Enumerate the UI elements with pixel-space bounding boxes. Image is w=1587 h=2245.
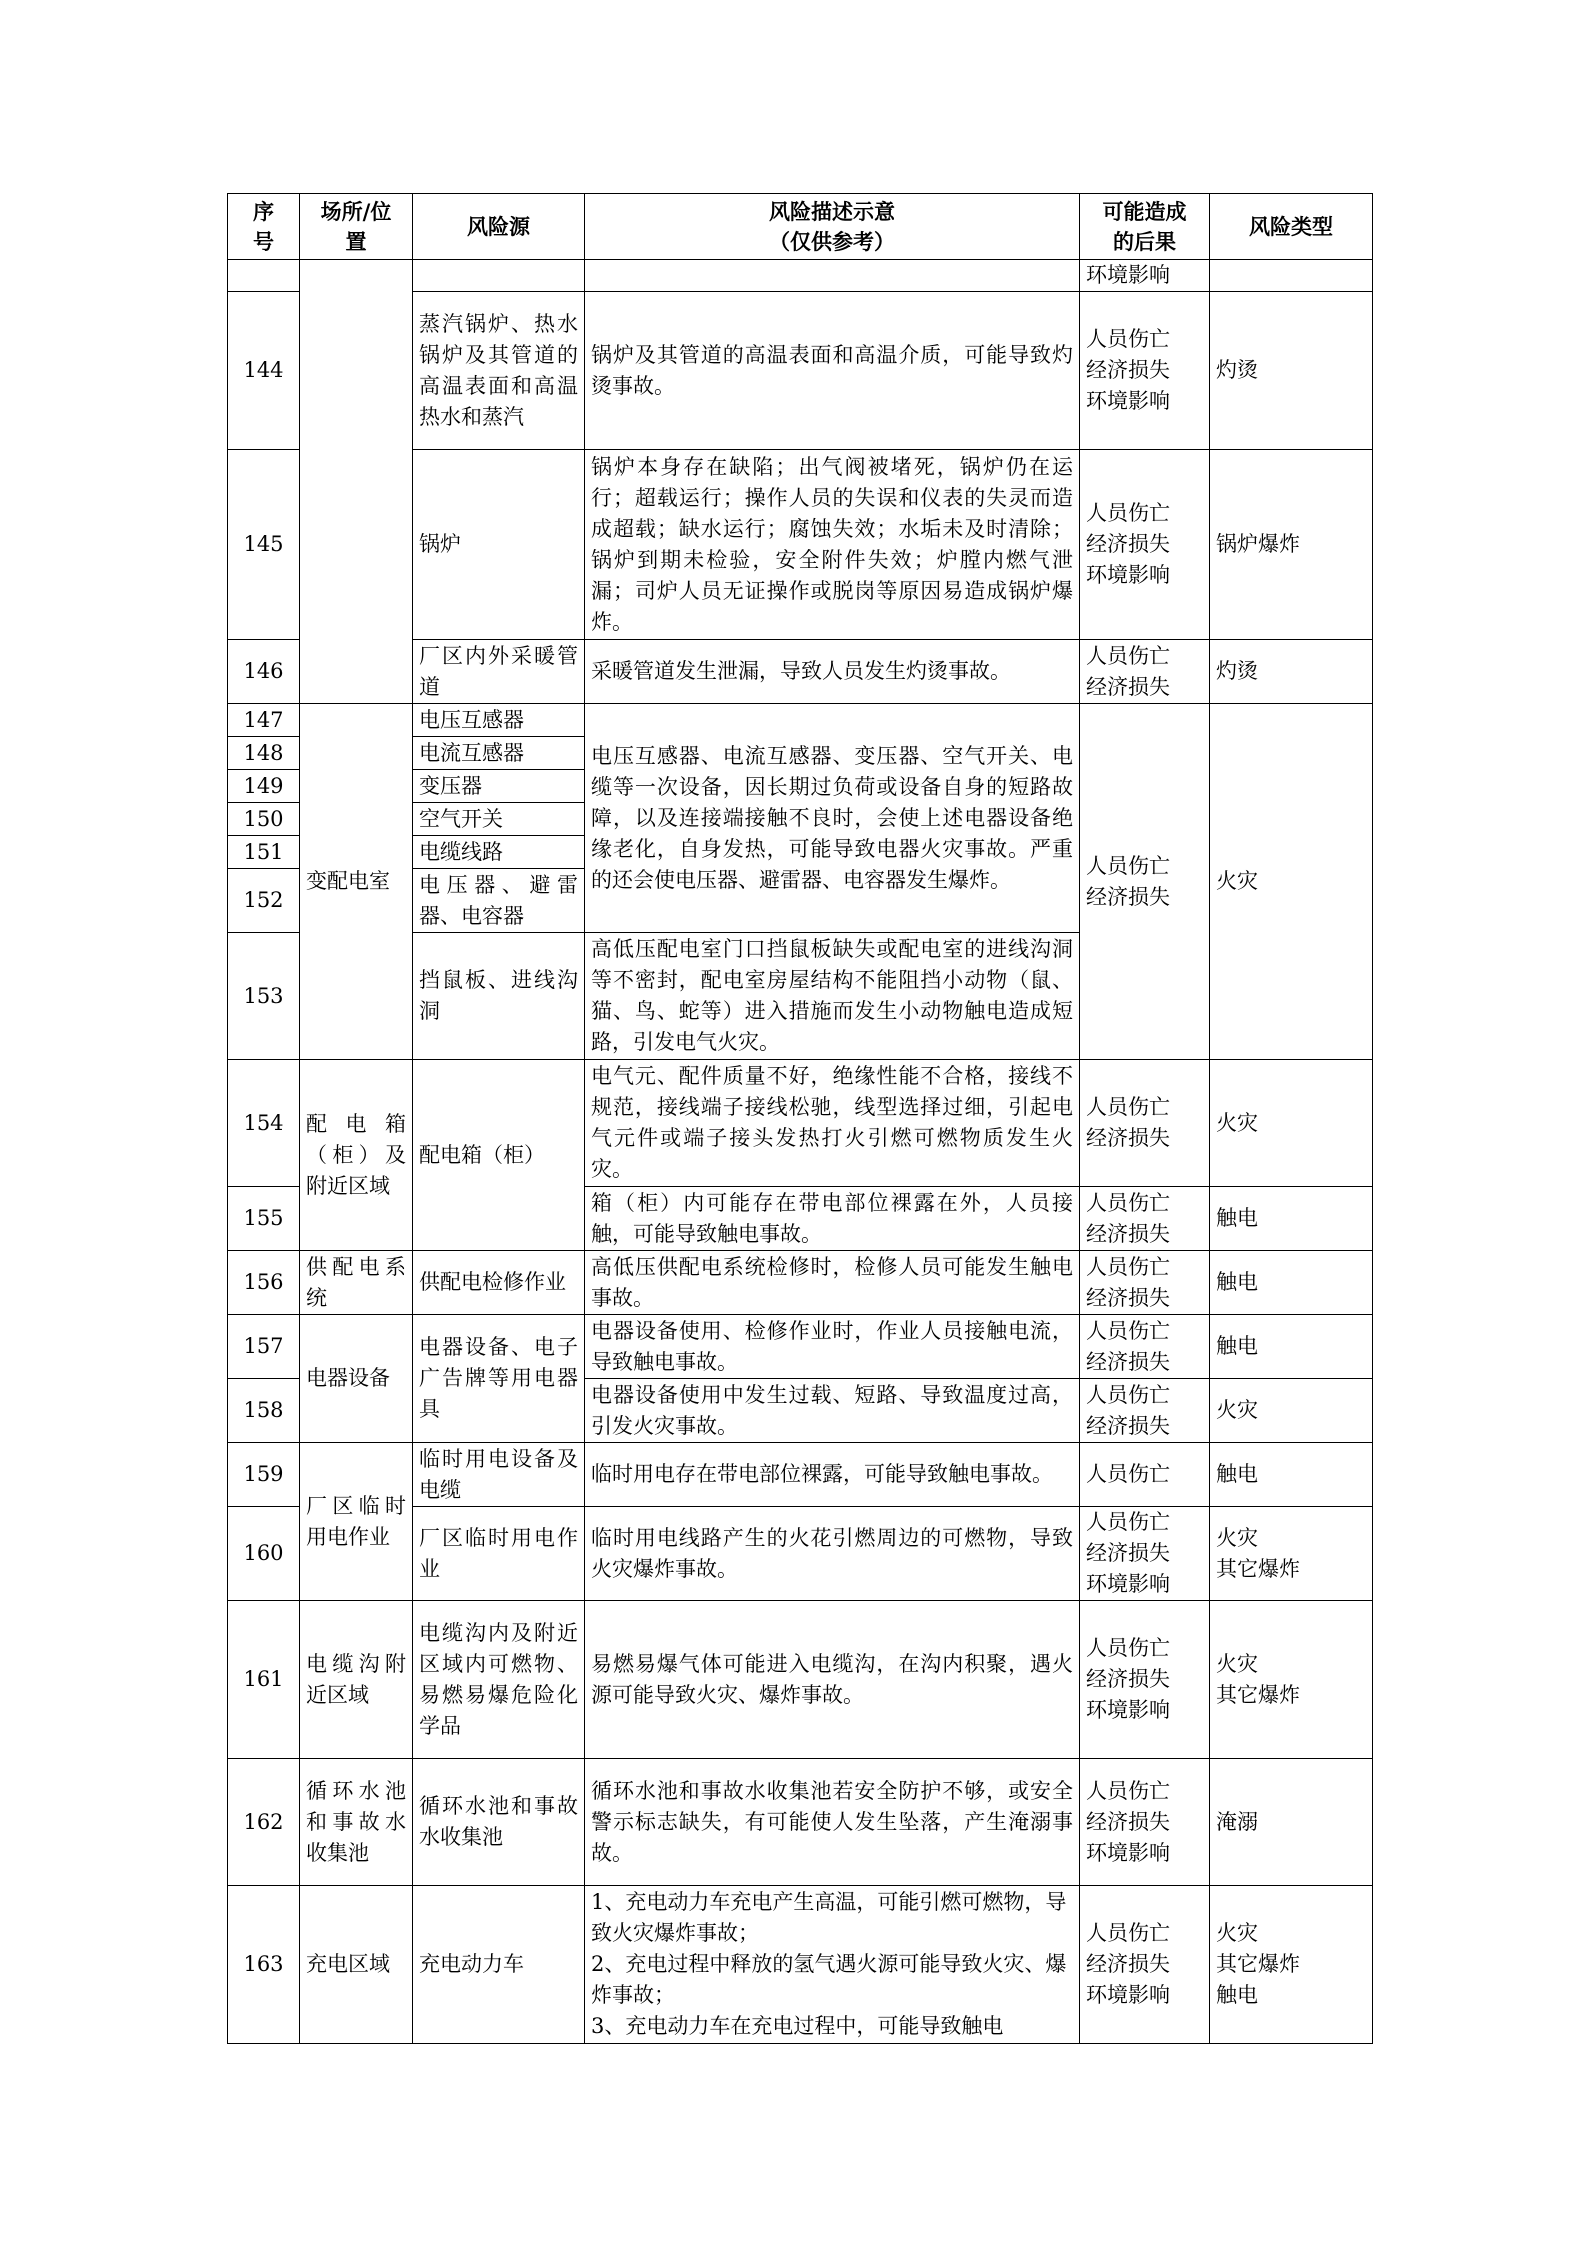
- consequence-cell: 人员伤亡 经济损失 环境影响: [1080, 1601, 1210, 1759]
- source-cell: 供配电检修作业: [413, 1251, 585, 1315]
- table-row: [228, 1886, 1373, 2044]
- source-cell: [413, 260, 585, 292]
- consequence-cell: 人员伤亡 经济损失 环境影响: [1080, 292, 1210, 450]
- site-cell: 电器设备: [300, 1315, 413, 1443]
- header-row: [228, 194, 1373, 260]
- type-cell: 火灾: [1210, 1379, 1373, 1443]
- seq-cell: 145: [228, 450, 300, 640]
- type-cell: 火灾 其它爆炸: [1210, 1601, 1373, 1759]
- source-cell: 充电动力车: [413, 1886, 585, 2044]
- type-cell: 火灾 其它爆炸: [1210, 1507, 1373, 1601]
- type-cell: 火灾: [1210, 704, 1373, 1060]
- description-cell: 电器设备使用、检修作业时，作业人员接触电流，导致触电事故。: [585, 1315, 1080, 1379]
- description-cell: [585, 260, 1080, 292]
- seq-cell: 161: [228, 1601, 300, 1759]
- header-site: 场所/位 置: [300, 194, 413, 260]
- seq-cell: 162: [228, 1759, 300, 1886]
- consequence-cell: 人员伤亡 经济损失: [1080, 1251, 1210, 1315]
- source-cell: 蒸汽锅炉、热水锅炉及其管道的高温表面和高温热水和蒸汽: [413, 292, 585, 450]
- description-cell: 临时用电存在带电部位裸露，可能导致触电事故。: [585, 1443, 1080, 1507]
- seq-cell: 153: [228, 933, 300, 1060]
- seq-cell: 158: [228, 1379, 300, 1443]
- table-row: [228, 1251, 1373, 1315]
- description-cell: 高低压配电室门口挡鼠板缺失或配电室的进线沟洞等不密封，配电室房屋结构不能阻挡小动物（鼠、猫、鸟、蛇等）进入措施而发生小动物触电造成短路，引发电气火灾。: [585, 933, 1080, 1060]
- source-cell: 电缆线路: [413, 836, 585, 869]
- seq-cell: 156: [228, 1251, 300, 1315]
- consequence-cell: 人员伤亡 经济损失: [1080, 704, 1210, 1060]
- header-seq: 序 号: [228, 194, 300, 260]
- source-cell: 循环水池和事故水收集池: [413, 1759, 585, 1886]
- source-cell: 空气开关: [413, 803, 585, 836]
- source-cell: 电流互感器: [413, 737, 585, 770]
- seq-cell: 144: [228, 292, 300, 450]
- seq-cell: 150: [228, 803, 300, 836]
- source-cell: 挡鼠板、进线沟洞: [413, 933, 585, 1060]
- consequence-cell: 环境影响: [1080, 260, 1210, 292]
- type-cell: 灼烫: [1210, 292, 1373, 450]
- seq-cell: 149: [228, 770, 300, 803]
- description-cell: 临时用电线路产生的火花引燃周边的可燃物，导致火灾爆炸事故。: [585, 1507, 1080, 1601]
- source-cell: 厂区临时用电作业: [413, 1507, 585, 1601]
- type-cell: 灼烫: [1210, 640, 1373, 704]
- site-cell: [300, 260, 413, 704]
- description-cell: 高低压供配电系统检修时，检修人员可能发生触电事故。: [585, 1251, 1080, 1315]
- consequence-cell: 人员伤亡 经济损失: [1080, 640, 1210, 704]
- consequence-cell: 人员伤亡 经济损失: [1080, 1315, 1210, 1379]
- header-description: 风险描述示意 （仅供参考）: [585, 194, 1080, 260]
- table-row: [228, 704, 1373, 737]
- consequence-cell: 人员伤亡 经济损失 环境影响: [1080, 1886, 1210, 2044]
- consequence-cell: 人员伤亡 经济损失: [1080, 1187, 1210, 1251]
- consequence-cell: 人员伤亡: [1080, 1443, 1210, 1507]
- type-cell: [1210, 260, 1373, 292]
- type-cell: 触电: [1210, 1187, 1373, 1251]
- site-cell: 配电箱（柜）及附近区域: [300, 1060, 413, 1251]
- header-consequence: 可能造成 的后果: [1080, 194, 1210, 260]
- seq-cell: 155: [228, 1187, 300, 1251]
- table-row: [228, 260, 1373, 292]
- table-row: [228, 1759, 1373, 1886]
- seq-cell: 151: [228, 836, 300, 869]
- source-cell: 电压器、避雷器、电容器: [413, 869, 585, 933]
- type-cell: 火灾 其它爆炸 触电: [1210, 1886, 1373, 2044]
- site-cell: 变配电室: [300, 704, 413, 1060]
- description-cell: 电器设备使用中发生过载、短路、导致温度过高，引发火灾事故。: [585, 1379, 1080, 1443]
- table-row: [228, 1060, 1373, 1187]
- seq-cell: 148: [228, 737, 300, 770]
- source-cell: 锅炉: [413, 450, 585, 640]
- description-cell: 锅炉及其管道的高温表面和高温介质，可能导致灼烫事故。: [585, 292, 1080, 450]
- table-row: [228, 1315, 1373, 1379]
- seq-cell: [228, 260, 300, 292]
- seq-cell: 160: [228, 1507, 300, 1601]
- description-cell: 锅炉本身存在缺陷；出气阀被堵死，锅炉仍在运行；超载运行；操作人员的失误和仪表的失灵而造成超载；缺水运行；腐蚀失效；水垢未及时清除；锅炉到期未检验，安全附件失效；炉膛内燃气泄漏；司炉人员无证操作或脱岗等原因易造成锅炉爆炸。: [585, 450, 1080, 640]
- table-row: [228, 1601, 1373, 1759]
- consequence-cell: 人员伤亡 经济损失: [1080, 1379, 1210, 1443]
- consequence-cell: 人员伤亡 经济损失 环境影响: [1080, 1759, 1210, 1886]
- site-cell: 充电区域: [300, 1886, 413, 2044]
- description-cell: 易燃易爆气体可能进入电缆沟，在沟内积聚，遇火源可能导致火灾、爆炸事故。: [585, 1601, 1080, 1759]
- description-cell: 箱（柜）内可能存在带电部位裸露在外，人员接触，可能导致触电事故。: [585, 1187, 1080, 1251]
- seq-cell: 159: [228, 1443, 300, 1507]
- source-cell: 电器设备、电子广告牌等用电器具: [413, 1315, 585, 1443]
- consequence-cell: 人员伤亡 经济损失 环境影响: [1080, 450, 1210, 640]
- header-type: 风险类型: [1210, 194, 1373, 260]
- description-cell: 循环水池和事故水收集池若安全防护不够，或安全警示标志缺失，有可能使人发生坠落，产生淹溺事故。: [585, 1759, 1080, 1886]
- type-cell: 锅炉爆炸: [1210, 450, 1373, 640]
- site-cell: 供配电系统: [300, 1251, 413, 1315]
- source-cell: 厂区内外采暖管道: [413, 640, 585, 704]
- table-row: [228, 1443, 1373, 1507]
- site-cell: 电缆沟附近区域: [300, 1601, 413, 1759]
- risk-table: [227, 193, 1373, 2044]
- description-cell: 1、充电动力车充电产生高温，可能引燃可燃物，导致火灾爆炸事故； 2、充电过程中释放的氢气遇火源可能导致火灾、爆炸事故； 3、充电动力车在充电过程中，可能导致触电: [585, 1886, 1080, 2044]
- type-cell: 火灾: [1210, 1060, 1373, 1187]
- seq-cell: 146: [228, 640, 300, 704]
- type-cell: 触电: [1210, 1443, 1373, 1507]
- consequence-cell: 人员伤亡 经济损失: [1080, 1060, 1210, 1187]
- consequence-cell: 人员伤亡 经济损失 环境影响: [1080, 1507, 1210, 1601]
- seq-cell: 154: [228, 1060, 300, 1187]
- seq-cell: 163: [228, 1886, 300, 2044]
- source-cell: 电压互感器: [413, 704, 585, 737]
- header-source: 风险源: [413, 194, 585, 260]
- seq-cell: 152: [228, 869, 300, 933]
- type-cell: 触电: [1210, 1315, 1373, 1379]
- source-cell: 临时用电设备及电缆: [413, 1443, 585, 1507]
- site-cell: 厂区临时用电作业: [300, 1443, 413, 1601]
- type-cell: 触电: [1210, 1251, 1373, 1315]
- source-cell: 配电箱（柜）: [413, 1060, 585, 1251]
- description-cell: 电压互感器、电流互感器、变压器、空气开关、电缆等一次设备，因长期过负荷或设备自身的短路故障，以及连接端接触不良时，会使上述电器设备绝缘老化，自身发热，可能导致电器火灾事故。严重的还会使电压器、避雷器、电容器发生爆炸。: [585, 704, 1080, 933]
- seq-cell: 157: [228, 1315, 300, 1379]
- description-cell: 采暖管道发生泄漏，导致人员发生灼烫事故。: [585, 640, 1080, 704]
- seq-cell: 147: [228, 704, 300, 737]
- site-cell: 循环水池和事故水收集池: [300, 1759, 413, 1886]
- type-cell: 淹溺: [1210, 1759, 1373, 1886]
- description-cell: 电气元、配件质量不好，绝缘性能不合格，接线不规范，接线端子接线松驰，线型选择过细，引起电气元件或端子接头发热打火引燃可燃物质发生火灾。: [585, 1060, 1080, 1187]
- source-cell: 变压器: [413, 770, 585, 803]
- source-cell: 电缆沟内及附近区域内可燃物、易燃易爆危险化学品: [413, 1601, 585, 1759]
